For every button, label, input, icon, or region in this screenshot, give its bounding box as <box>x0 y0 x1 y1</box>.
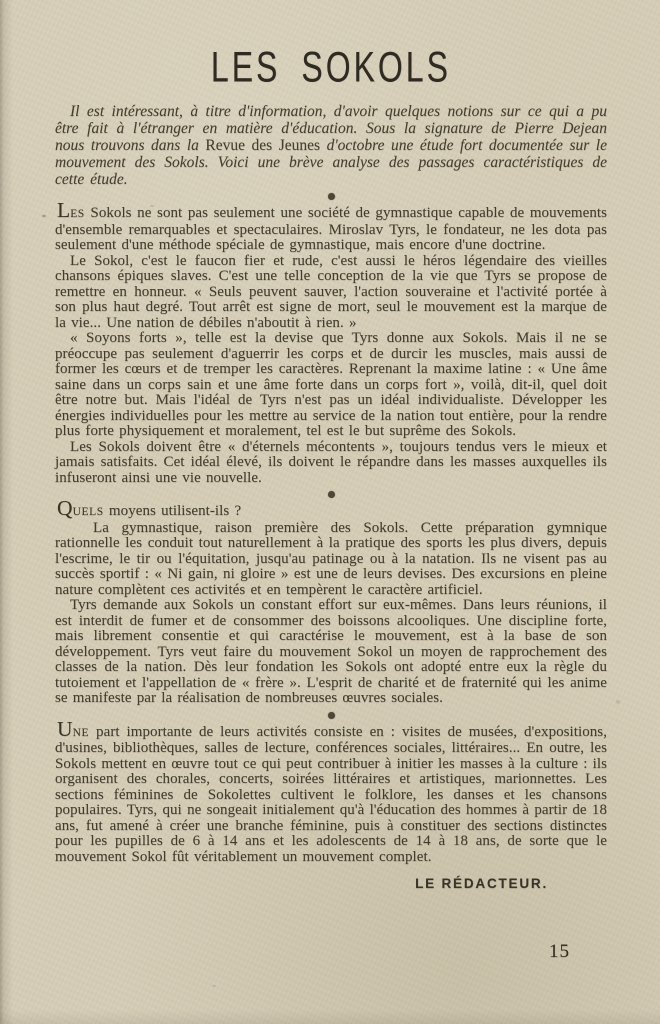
intro-text-after: d'octobre une étude fort documentée sur le mouvement des Sokols. Voici une brève analyse des passages caractéristiques de cette étude. <box>55 137 607 188</box>
paragraph-le-sokol <box>55 254 607 332</box>
drop-cap-initial: U <box>57 716 73 741</box>
intro-text-before: Il est intéressant, à titre d'information, d'avoir quelques notions sur ce qui a pu être fait à l'étranger en matière d'éducation. Sous la signature de Pierre Dejean nous trouvons dans la <box>55 103 607 154</box>
paragraph-text: Tyrs demande aux Sokols un constant effort sur eux-mêmes. Dans leurs réunions, il est interdit de fumer et de consommer des boissons alcooliques. Une discipline forte, mais librement consentie et qui caractérise le mouvement, est à la base de son développement. Tyrs veut faire du mouvement Sokol un moyen de rapprochement des classes de la nation. Dès leur fondation les Sokols ont adopté entre eux la règle du tutoiement et l'appellation de « frère ». L'esprit de charité et de fraternité qui les anime se manifeste par la réalisation de nombreuses œuvres sociales. <box>55 597 607 706</box>
paragraph-tyrs-demande <box>55 598 607 707</box>
page-number: 15 <box>549 941 570 962</box>
paragraph-text: « Soyons forts », telle est la devise que Tyrs donne aux Sokols. Mais il ne se préoccupe pas seulement d'aguerrir les corps et de durcir les muscles, mais aussi de former les cœurs et de tremper les caractères. Reprenant la maxime latine : « Une âme saine dans un corps sain et une âme forte dans un corps fort », voilà, dit-il, quel doit être notre but. Mais l'idéal de Tyrs n'est pas un idéal individualiste. Développer les énergies individuelles pour les mettre au service de la nation tout entière, pour la rendre plus forte physiquement et moralement, tel est le but suprême des Sokols. <box>55 330 607 439</box>
page-title <box>55 42 607 91</box>
paragraph-la-gymnastique <box>55 521 607 599</box>
section-3 <box>55 716 607 892</box>
paragraph-text: moyens utilisent-ils ? <box>103 503 242 519</box>
section-2 <box>55 496 607 707</box>
drop-cap-initial: Q <box>57 496 73 520</box>
paragraph-text: part importante de leurs activités consiste en : visites de musées, d'expositions, d'usines, bibliothèques, salles de lecture, conférences sociales, littéraires... En outre, les Sokols mettent en œuvre tout ce qui peut contribuer à initier les masses à la culture : ils organisent des chorales, concerts, soirées littéraires et artistiques, marionnettes. Les sections féminines de Sokolettes cultivent le folklore, les danses et les chansons populaires. Tyrs, qui ne songeait initialement qu'à l'éducation des hommes à partir de 18 ans, fut amené à créer une branche féminine, puis à constituer des sections distinctes pour les pupilles de 6 à 14 ans et les adolescents de 14 à 18 ans, de sorte que le mouvement Sokol fût véritablement un mouvement complet. <box>55 723 607 865</box>
section-separator-dot <box>328 712 335 719</box>
editor-signature: LE RÉDACTEUR. <box>415 876 548 891</box>
paragraph-text: Les Sokols doivent être « d'éternels mécontents », toujours tendus vers le mieux et jamais satisfaits. Cet idéal élevé, ils doivent le répandre dans les masses auxquelles ils infuseront ainsi une vie nouvelle. <box>55 438 607 486</box>
drop-cap-smallcaps: ES <box>70 208 85 220</box>
section-separator-dot <box>328 193 335 200</box>
paragraph-les-sokols <box>55 198 607 254</box>
journal-name: Revue des Jeunes <box>205 137 321 154</box>
section-1 <box>55 198 607 486</box>
paragraph-text: Le Sokol, c'est le faucon fier et rude, c'est aussi le héros légendaire des vieilles chansons épiques slaves. C'est une telle conception de la vie que Tyrs se propose de remettre en honneur. « Seuls peuvent sauver, l'action souveraine et l'activité portée à son plus haut degré. Tout arrêt est signe de mort, seul le mouvement est la marque de la vie... Une nation de débiles n'aboutit à rien. » <box>55 252 607 331</box>
paragraph-quels-moyens <box>55 496 607 521</box>
paragraph-text: Sokols ne sont pas seulement une société de gymnastique capable de mouvements d'ensemble remarquables et spectaculaires. Miroslav Tyrs, le fondateur, ne les dota pas seulement d'une méthode spéciale de gymnastique, mais encore d'une doctrine. <box>55 205 607 253</box>
section-separator-dot <box>328 491 335 498</box>
paragraph-text: La gymnastique, raison première des Sokols. Cette préparation gymnique rationnelle les conduit tout naturellement à la pratique des sports les plus divers, depuis l'escrime, le tir ou l'équitation, jusqu'au patinage ou à la natation. Ils ne visent pas au succès sportif : « Ni gain, ni gloire » est une de leurs devises. Des excursions en pleine nature complètent ces activités et en tempèrent le caractère artificiel. <box>55 519 607 598</box>
paragraph-eternels-mecontents <box>55 440 607 487</box>
paragraph-soyons-forts <box>55 331 607 440</box>
drop-cap-smallcaps: UELS <box>72 506 104 518</box>
paragraph-une-part <box>55 716 607 866</box>
page-title-text: LES SOKOLS <box>210 42 451 91</box>
intro-paragraph <box>55 103 607 188</box>
drop-cap-smallcaps: NE <box>72 726 90 739</box>
drop-cap-initial: L <box>57 198 71 222</box>
